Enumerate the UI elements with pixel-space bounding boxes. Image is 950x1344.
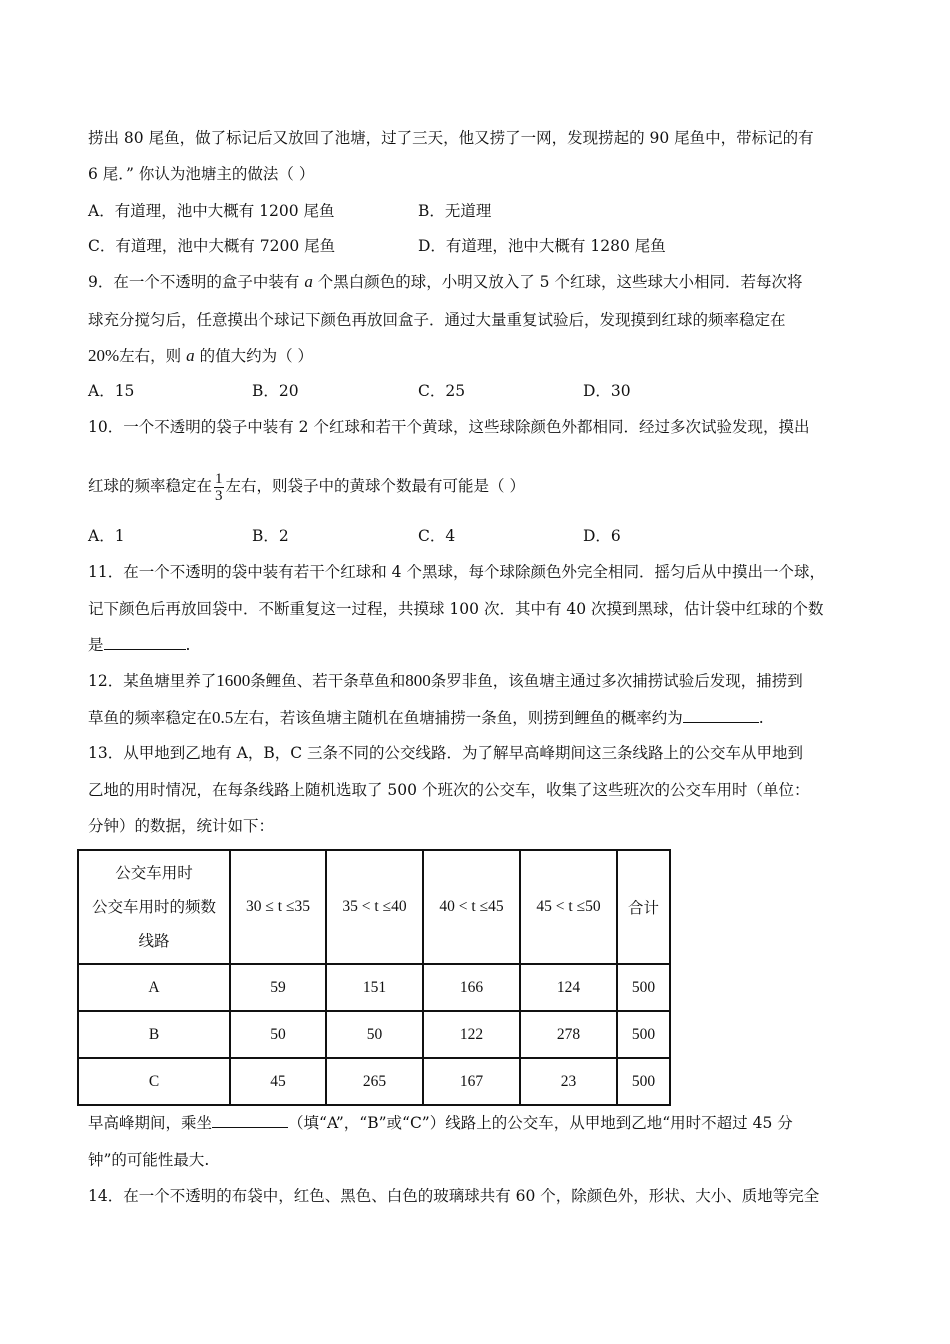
q13-line3: 分钟）的数据，统计如下： bbox=[88, 817, 275, 835]
q10-option-a: A．1 bbox=[88, 527, 125, 545]
q9-line3: 20%左右，则 a 的值大约为（ ） bbox=[88, 346, 313, 365]
header-cell: 45 < t ≤50 bbox=[520, 850, 617, 964]
q8-text-line1: 捞出 80 尾鱼，做了标记后又放回了池塘，过了三天，他又捞了一网，发现捞起的 90 尾鱼中，带标记的有 bbox=[88, 129, 814, 147]
q9-option-d: D．30 bbox=[583, 382, 631, 400]
header-cell: 合计 bbox=[617, 850, 670, 964]
table-row: C 45 265 167 23 500 bbox=[78, 1058, 670, 1105]
q9-line2: 球充分搅匀后，任意摸出个球记下颜色再放回盒子．通过大量重复试验后，发现摸到红球的频率稳定在 bbox=[88, 311, 786, 329]
q8-option-c: C．有道理，池中大概有 7200 尾鱼 bbox=[88, 237, 336, 255]
q8-option-d: D．有道理，池中大概有 1280 尾鱼 bbox=[418, 237, 666, 255]
q10-option-c: C．4 bbox=[418, 527, 456, 545]
q13-line1: 13．从甲地到乙地有 A，B，C 三条不同的公交线路．为了解早高峰期间这三条线路上的公交车从甲地到 bbox=[88, 744, 804, 762]
table-row: B 50 50 122 278 500 bbox=[78, 1011, 670, 1058]
header-cell: 30 ≤ t ≤35 bbox=[230, 850, 326, 964]
answer-blank[interactable] bbox=[104, 635, 186, 650]
header-cell: 40 < t ≤45 bbox=[423, 850, 520, 964]
q11-line3: 是 . bbox=[88, 636, 191, 654]
table-row: A 59 151 166 124 500 bbox=[78, 964, 670, 1011]
q8-option-a: A．有道理，池中大概有 1200 尾鱼 bbox=[88, 202, 335, 220]
q12-line1: 12．某鱼塘里养了1600条鲤鱼、若干条草鱼和800条罗非鱼，该鱼塘主通过多次捕捞试验后发现，捕捞到 bbox=[88, 671, 803, 690]
percent-value: 20% bbox=[88, 346, 120, 365]
q13-after-line1: 早高峰期间，乘坐 （填“A”，“B”或“C”）线路上的公交车，从甲地到乙地“用时不超过 45 分 bbox=[88, 1114, 793, 1132]
answer-blank[interactable] bbox=[212, 1113, 288, 1128]
q9-option-c: C．25 bbox=[418, 382, 466, 400]
q9-option-b: B．20 bbox=[252, 382, 299, 400]
table-corner-cell: 公交车用时 公交车用时的频数 线路 bbox=[78, 850, 230, 964]
q9-line1: 9．在一个不透明的盒子中装有 a 个黑白颜色的球，小明又放入了 5 个红球，这些球大小相同．若每次将 bbox=[88, 272, 803, 291]
q14-line1: 14．在一个不透明的布袋中，红色、黑色、白色的玻璃球共有 60 个，除颜色外，形状、大小、质地等完全 bbox=[88, 1187, 820, 1205]
q10-line1: 10．一个不透明的袋子中装有 2 个红球和若干个黄球，这些球除颜色外都相同．经过多次试验发现，摸出 bbox=[88, 418, 810, 436]
q8-option-b: B．无道理 bbox=[418, 202, 492, 220]
q11-line1: 11．在一个不透明的袋中装有若干个红球和 4 个黑球，每个球除颜色外完全相同．摇匀后从中摸出一个球， bbox=[88, 563, 825, 581]
var-a: a bbox=[304, 272, 313, 291]
q10-option-b: B．2 bbox=[252, 527, 289, 545]
q8-text-line2: 6 尾．” 你认为池塘主的做法（ ） bbox=[88, 165, 315, 183]
q13-after-line2: 钟”的可能性最大. bbox=[88, 1151, 210, 1169]
fraction-one-third: $\frac{1}{3}$ bbox=[215, 470, 223, 504]
q12-line2: 草鱼的频率稳定在0.5左右，若该鱼塘主随机在鱼塘捕捞一条鱼，则捞到鲤鱼的概率约为 . bbox=[88, 708, 764, 727]
q10-line2: 红球的频率稳定在 $\frac{1}{3}$ 左右，则袋子中的黄球个数最有可能是（ ） bbox=[88, 470, 525, 504]
q9-option-a: A．15 bbox=[88, 382, 135, 400]
header-cell: 35 < t ≤40 bbox=[326, 850, 423, 964]
q11-line2: 记下颜色后再放回袋中．不断重复这一过程，共摸球 100 次．其中有 40 次摸到黑球，估计袋中红球的个数 bbox=[88, 600, 824, 618]
q10-option-d: D．6 bbox=[583, 527, 621, 545]
bus-time-table bbox=[77, 849, 671, 1106]
answer-blank[interactable] bbox=[683, 708, 759, 723]
q13-line2: 乙地的用时情况，在每条线路上随机选取了 500 个班次的公交车，收集了这些班次的公交车用时（单位： bbox=[88, 781, 810, 799]
